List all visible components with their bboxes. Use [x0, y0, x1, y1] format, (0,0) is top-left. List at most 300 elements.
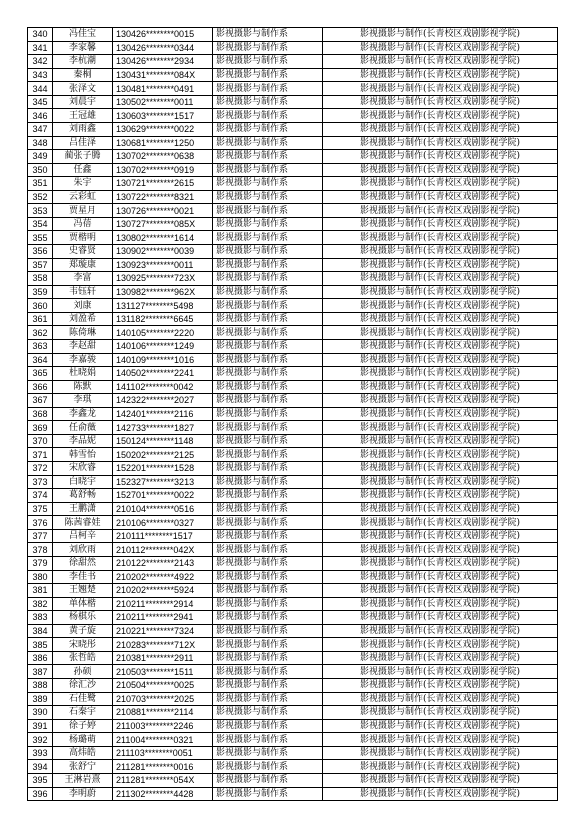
student-name-cell: 张哲皓: [53, 651, 113, 665]
id-number-cell: 210504********0025: [113, 679, 213, 693]
student-name-cell: 李家馨: [53, 41, 113, 55]
department-cell: 影视摄影与制作系: [213, 679, 323, 693]
row-number-cell: 355: [28, 231, 53, 245]
student-name-cell: 刘晨宇: [53, 95, 113, 109]
student-name-cell: 吕柯辛: [53, 529, 113, 543]
id-number-cell: 130727********085X: [113, 217, 213, 231]
major-college-cell: 影视摄影与制作(长青校区戏剧影视学院): [323, 638, 558, 652]
student-name-cell: 李杭潮: [53, 55, 113, 69]
id-number-cell: 210202********5924: [113, 584, 213, 598]
department-cell: 影视摄影与制作系: [213, 597, 323, 611]
id-number-cell: 210211********2941: [113, 611, 213, 625]
department-cell: 影视摄影与制作系: [213, 299, 323, 313]
student-name-cell: 李品妮: [53, 434, 113, 448]
row-number-cell: 377: [28, 529, 53, 543]
id-number-cell: 140502********2241: [113, 367, 213, 381]
department-cell: 影视摄影与制作系: [213, 163, 323, 177]
student-name-cell: 郑璇康: [53, 258, 113, 272]
major-college-cell: 影视摄影与制作(长青校区戏剧影视学院): [323, 462, 558, 476]
id-number-cell: 210122********2143: [113, 556, 213, 570]
row-number-cell: 369: [28, 421, 53, 435]
id-number-cell: 152201********1528: [113, 462, 213, 476]
major-college-cell: 影视摄影与制作(长青校区戏剧影视学院): [323, 204, 558, 218]
major-college-cell: 影视摄影与制作(长青校区戏剧影视学院): [323, 624, 558, 638]
student-name-cell: 李佳书: [53, 570, 113, 584]
student-name-cell: 张舒宁: [53, 760, 113, 774]
department-cell: 影视摄影与制作系: [213, 611, 323, 625]
table-row: [28, 516, 558, 530]
row-number-cell: 381: [28, 584, 53, 598]
table-row: [28, 448, 558, 462]
major-college-cell: 影视摄影与制作(长青校区戏剧影视学院): [323, 217, 558, 231]
major-college-cell: 影视摄影与制作(长青校区戏剧影视学院): [323, 421, 558, 435]
id-number-cell: 130982********962X: [113, 285, 213, 299]
student-name-cell: 刘盈希: [53, 312, 113, 326]
major-college-cell: 影视摄影与制作(长青校区戏剧影视学院): [323, 651, 558, 665]
row-number-cell: 393: [28, 746, 53, 760]
major-college-cell: 影视摄影与制作(长青校区戏剧影视学院): [323, 136, 558, 150]
department-cell: 影视摄影与制作系: [213, 624, 323, 638]
table-row: [28, 394, 558, 408]
id-number-cell: 131127********5498: [113, 299, 213, 313]
major-college-cell: 影视摄影与制作(长青校区戏剧影视学院): [323, 706, 558, 720]
student-name-cell: 王鹏潇: [53, 502, 113, 516]
row-number-cell: 379: [28, 556, 53, 570]
id-number-cell: 211003********2246: [113, 719, 213, 733]
table-row: [28, 353, 558, 367]
table-row: [28, 204, 558, 218]
department-cell: 影视摄影与制作系: [213, 516, 323, 530]
major-college-cell: 影视摄影与制作(长青校区戏剧影视学院): [323, 692, 558, 706]
major-college-cell: 影视摄影与制作(长青校区戏剧影视学院): [323, 475, 558, 489]
student-name-cell: 黄子旋: [53, 624, 113, 638]
row-number-cell: 375: [28, 502, 53, 516]
department-cell: 影视摄影与制作系: [213, 543, 323, 557]
table-row: [28, 556, 558, 570]
table-row: [28, 190, 558, 204]
id-number-cell: 210503********1511: [113, 665, 213, 679]
id-number-cell: 130702********0919: [113, 163, 213, 177]
student-name-cell: 刘雨鑫: [53, 122, 113, 136]
id-number-cell: 130502********0011: [113, 95, 213, 109]
table-row: [28, 163, 558, 177]
table-row: [28, 82, 558, 96]
student-name-cell: 李嘉骏: [53, 353, 113, 367]
row-number-cell: 358: [28, 272, 53, 286]
department-cell: 影视摄影与制作系: [213, 489, 323, 503]
table-row: [28, 299, 558, 313]
major-college-cell: 影视摄影与制作(长青校区戏剧影视学院): [323, 68, 558, 82]
major-college-cell: 影视摄影与制作(长青校区戏剧影视学院): [323, 584, 558, 598]
table-row: [28, 380, 558, 394]
table-row: [28, 746, 558, 760]
student-name-cell: 宋晓彤: [53, 638, 113, 652]
row-number-cell: 373: [28, 475, 53, 489]
student-name-cell: 李鑫龙: [53, 407, 113, 421]
department-cell: 影视摄影与制作系: [213, 339, 323, 353]
student-name-cell: 孙硕: [53, 665, 113, 679]
table-row: [28, 339, 558, 353]
student-name-cell: 李琪: [53, 394, 113, 408]
table-row: [28, 475, 558, 489]
department-cell: 影视摄影与制作系: [213, 529, 323, 543]
row-number-cell: 352: [28, 190, 53, 204]
department-cell: 影视摄影与制作系: [213, 407, 323, 421]
student-name-cell: 张泽文: [53, 82, 113, 96]
student-name-cell: 韦钰轩: [53, 285, 113, 299]
row-number-cell: 362: [28, 326, 53, 340]
student-name-cell: 冯蓓: [53, 217, 113, 231]
student-name-cell: 杨棋乐: [53, 611, 113, 625]
department-cell: 影视摄影与制作系: [213, 95, 323, 109]
major-college-cell: 影视摄影与制作(长青校区戏剧影视学院): [323, 272, 558, 286]
row-number-cell: 371: [28, 448, 53, 462]
major-college-cell: 影视摄影与制作(长青校区戏剧影视学院): [323, 773, 558, 787]
row-number-cell: 391: [28, 719, 53, 733]
student-name-cell: 贾星月: [53, 204, 113, 218]
major-college-cell: 影视摄影与制作(长青校区戏剧影视学院): [323, 679, 558, 693]
row-number-cell: 389: [28, 692, 53, 706]
id-number-cell: 130629********0022: [113, 122, 213, 136]
student-name-cell: 陈茜睿娃: [53, 516, 113, 530]
major-college-cell: 影视摄影与制作(长青校区戏剧影视学院): [323, 55, 558, 69]
department-cell: 影视摄影与制作系: [213, 719, 323, 733]
department-cell: 影视摄影与制作系: [213, 462, 323, 476]
table-row: [28, 326, 558, 340]
table-row: [28, 638, 558, 652]
id-number-cell: 141102********0042: [113, 380, 213, 394]
row-number-cell: 395: [28, 773, 53, 787]
row-number-cell: 350: [28, 163, 53, 177]
id-number-cell: 210381********2911: [113, 651, 213, 665]
major-college-cell: 影视摄影与制作(长青校区戏剧影视学院): [323, 611, 558, 625]
table-row: [28, 272, 558, 286]
student-name-cell: 云彩虹: [53, 190, 113, 204]
student-name-cell: 王淋岩熹: [53, 773, 113, 787]
student-name-cell: 秦桐: [53, 68, 113, 82]
table-row: [28, 733, 558, 747]
major-college-cell: 影视摄影与制作(长青校区戏剧影视学院): [323, 597, 558, 611]
department-cell: 影视摄影与制作系: [213, 231, 323, 245]
row-number-cell: 354: [28, 217, 53, 231]
major-college-cell: 影视摄影与制作(长青校区戏剧影视学院): [323, 190, 558, 204]
department-cell: 影视摄影与制作系: [213, 380, 323, 394]
id-number-cell: 140106********1249: [113, 339, 213, 353]
major-college-cell: 影视摄影与制作(长青校区戏剧影视学院): [323, 516, 558, 530]
department-cell: 影视摄影与制作系: [213, 272, 323, 286]
table-row: [28, 122, 558, 136]
table-row: [28, 462, 558, 476]
major-college-cell: 影视摄影与制作(长青校区戏剧影视学院): [323, 339, 558, 353]
major-college-cell: 影视摄影与制作(长青校区戏剧影视学院): [323, 434, 558, 448]
major-college-cell: 影视摄影与制作(长青校区戏剧影视学院): [323, 28, 558, 42]
department-cell: 影视摄影与制作系: [213, 217, 323, 231]
id-number-cell: 130426********0015: [113, 28, 213, 42]
table-row: [28, 41, 558, 55]
table-row: [28, 624, 558, 638]
major-college-cell: 影视摄影与制作(长青校区戏剧影视学院): [323, 380, 558, 394]
department-cell: 影视摄影与制作系: [213, 190, 323, 204]
major-college-cell: 影视摄影与制作(长青校区戏剧影视学院): [323, 285, 558, 299]
row-number-cell: 380: [28, 570, 53, 584]
department-cell: 影视摄影与制作系: [213, 204, 323, 218]
id-number-cell: 210881********2114: [113, 706, 213, 720]
row-number-cell: 357: [28, 258, 53, 272]
table-row: [28, 502, 558, 516]
student-name-cell: 陈默: [53, 380, 113, 394]
table-row: [28, 773, 558, 787]
major-college-cell: 影视摄影与制作(长青校区戏剧影视学院): [323, 122, 558, 136]
student-name-cell: 宋欣睿: [53, 462, 113, 476]
major-college-cell: 影视摄影与制作(长青校区戏剧影视学院): [323, 556, 558, 570]
row-number-cell: 346: [28, 109, 53, 123]
row-number-cell: 364: [28, 353, 53, 367]
table-row: [28, 611, 558, 625]
major-college-cell: 影视摄影与制作(长青校区戏剧影视学院): [323, 543, 558, 557]
id-number-cell: 140109********1016: [113, 353, 213, 367]
student-name-cell: 任鑫: [53, 163, 113, 177]
student-name-cell: 冯佳宝: [53, 28, 113, 42]
row-number-cell: 345: [28, 95, 53, 109]
student-name-cell: 韩雪怡: [53, 448, 113, 462]
department-cell: 影视摄影与制作系: [213, 394, 323, 408]
department-cell: 影视摄影与制作系: [213, 258, 323, 272]
table-row: [28, 407, 558, 421]
major-college-cell: 影视摄影与制作(长青校区戏剧影视学院): [323, 177, 558, 191]
student-name-cell: 白晓宇: [53, 475, 113, 489]
table-row: [28, 543, 558, 557]
table-row: [28, 217, 558, 231]
department-cell: 影视摄影与制作系: [213, 109, 323, 123]
department-cell: 影视摄影与制作系: [213, 448, 323, 462]
table-row: [28, 28, 558, 42]
department-cell: 影视摄影与制作系: [213, 353, 323, 367]
row-number-cell: 384: [28, 624, 53, 638]
row-number-cell: 360: [28, 299, 53, 313]
department-cell: 影视摄影与制作系: [213, 638, 323, 652]
table-row: [28, 150, 558, 164]
department-cell: 影视摄影与制作系: [213, 692, 323, 706]
table-row: [28, 692, 558, 706]
department-cell: 影视摄影与制作系: [213, 651, 323, 665]
major-college-cell: 影视摄影与制作(长青校区戏剧影视学院): [323, 326, 558, 340]
department-cell: 影视摄影与制作系: [213, 584, 323, 598]
id-number-cell: 150124********1148: [113, 434, 213, 448]
table-row: [28, 367, 558, 381]
department-cell: 影视摄影与制作系: [213, 122, 323, 136]
department-cell: 影视摄影与制作系: [213, 760, 323, 774]
department-cell: 影视摄影与制作系: [213, 733, 323, 747]
department-cell: 影视摄影与制作系: [213, 746, 323, 760]
table-row: [28, 312, 558, 326]
row-number-cell: 378: [28, 543, 53, 557]
table-row: [28, 719, 558, 733]
major-college-cell: 影视摄影与制作(长青校区戏剧影视学院): [323, 163, 558, 177]
row-number-cell: 349: [28, 150, 53, 164]
department-cell: 影视摄影与制作系: [213, 150, 323, 164]
major-college-cell: 影视摄影与制作(长青校区戏剧影视学院): [323, 258, 558, 272]
table-row: [28, 136, 558, 150]
student-name-cell: 徐甜然: [53, 556, 113, 570]
row-number-cell: 348: [28, 136, 53, 150]
student-name-cell: 石秦宇: [53, 706, 113, 720]
student-name-cell: 高炜皓: [53, 746, 113, 760]
id-number-cell: 130923********0011: [113, 258, 213, 272]
student-name-cell: 葛舒畅: [53, 489, 113, 503]
id-number-cell: 130722********8321: [113, 190, 213, 204]
department-cell: 影视摄影与制作系: [213, 706, 323, 720]
table-row: [28, 109, 558, 123]
row-number-cell: 394: [28, 760, 53, 774]
id-number-cell: 142322********2027: [113, 394, 213, 408]
major-college-cell: 影视摄影与制作(长青校区戏剧影视学院): [323, 41, 558, 55]
student-name-cell: 杜晓娟: [53, 367, 113, 381]
row-number-cell: 366: [28, 380, 53, 394]
row-number-cell: 342: [28, 55, 53, 69]
row-number-cell: 341: [28, 41, 53, 55]
table-row: [28, 529, 558, 543]
row-number-cell: 370: [28, 434, 53, 448]
id-number-cell: 130481********0491: [113, 82, 213, 96]
id-number-cell: 130426********2934: [113, 55, 213, 69]
table-row: [28, 584, 558, 598]
department-cell: 影视摄影与制作系: [213, 556, 323, 570]
id-number-cell: 211302********4428: [113, 787, 213, 801]
row-number-cell: 372: [28, 462, 53, 476]
student-name-cell: 王翘楚: [53, 584, 113, 598]
major-college-cell: 影视摄影与制作(长青校区戏剧影视学院): [323, 299, 558, 313]
table-row: [28, 421, 558, 435]
major-college-cell: 影视摄影与制作(长青校区戏剧影视学院): [323, 489, 558, 503]
department-cell: 影视摄影与制作系: [213, 773, 323, 787]
major-college-cell: 影视摄影与制作(长青校区戏剧影视学院): [323, 529, 558, 543]
id-number-cell: 130726********0021: [113, 204, 213, 218]
admission-list-table: [27, 27, 558, 801]
id-number-cell: 131182********6645: [113, 312, 213, 326]
row-number-cell: 363: [28, 339, 53, 353]
major-college-cell: 影视摄影与制作(长青校区戏剧影视学院): [323, 367, 558, 381]
student-name-cell: 陈倚琳: [53, 326, 113, 340]
student-name-cell: 石佳鹭: [53, 692, 113, 706]
student-name-cell: 刘欣雨: [53, 543, 113, 557]
row-number-cell: 344: [28, 82, 53, 96]
id-number-cell: 130925********723X: [113, 272, 213, 286]
table-row: [28, 706, 558, 720]
major-college-cell: 影视摄影与制作(长青校区戏剧影视学院): [323, 719, 558, 733]
id-number-cell: 130603********1517: [113, 109, 213, 123]
student-name-cell: 徐子婷: [53, 719, 113, 733]
table-row: [28, 651, 558, 665]
table-row: [28, 570, 558, 584]
table-body: [28, 28, 558, 801]
row-number-cell: 361: [28, 312, 53, 326]
major-college-cell: 影视摄影与制作(长青校区戏剧影视学院): [323, 733, 558, 747]
table-row: [28, 177, 558, 191]
student-name-cell: 刘康: [53, 299, 113, 313]
table-row: [28, 285, 558, 299]
major-college-cell: 影视摄影与制作(长青校区戏剧影视学院): [323, 746, 558, 760]
id-number-cell: 210211********2914: [113, 597, 213, 611]
major-college-cell: 影视摄影与制作(长青校区戏剧影视学院): [323, 787, 558, 801]
row-number-cell: 374: [28, 489, 53, 503]
student-name-cell: 史睿贤: [53, 245, 113, 259]
row-number-cell: 376: [28, 516, 53, 530]
id-number-cell: 210106********0327: [113, 516, 213, 530]
major-college-cell: 影视摄影与制作(长青校区戏剧影视学院): [323, 109, 558, 123]
row-number-cell: 383: [28, 611, 53, 625]
student-name-cell: 单体楷: [53, 597, 113, 611]
id-number-cell: 152327********3213: [113, 475, 213, 489]
row-number-cell: 367: [28, 394, 53, 408]
department-cell: 影视摄影与制作系: [213, 326, 323, 340]
table-row: [28, 679, 558, 693]
major-college-cell: 影视摄影与制作(长青校区戏剧影视学院): [323, 312, 558, 326]
student-name-cell: 王冠雄: [53, 109, 113, 123]
row-number-cell: 340: [28, 28, 53, 42]
row-number-cell: 353: [28, 204, 53, 218]
row-number-cell: 359: [28, 285, 53, 299]
major-college-cell: 影视摄影与制作(长青校区戏剧影视学院): [323, 448, 558, 462]
major-college-cell: 影视摄影与制作(长青校区戏剧影视学院): [323, 502, 558, 516]
student-name-cell: 贾楷明: [53, 231, 113, 245]
id-number-cell: 211004********0321: [113, 733, 213, 747]
row-number-cell: 388: [28, 679, 53, 693]
major-college-cell: 影视摄影与制作(长青校区戏剧影视学院): [323, 394, 558, 408]
row-number-cell: 392: [28, 733, 53, 747]
row-number-cell: 356: [28, 245, 53, 259]
major-college-cell: 影视摄影与制作(长青校区戏剧影视学院): [323, 231, 558, 245]
id-number-cell: 211281********054X: [113, 773, 213, 787]
table-row: [28, 245, 558, 259]
id-number-cell: 130426********0344: [113, 41, 213, 55]
major-college-cell: 影视摄影与制作(长青校区戏剧影视学院): [323, 245, 558, 259]
id-number-cell: 130802********1614: [113, 231, 213, 245]
department-cell: 影视摄影与制作系: [213, 41, 323, 55]
major-college-cell: 影视摄影与制作(长青校区戏剧影视学院): [323, 95, 558, 109]
row-number-cell: 347: [28, 122, 53, 136]
department-cell: 影视摄影与制作系: [213, 68, 323, 82]
major-college-cell: 影视摄影与制作(长青校区戏剧影视学院): [323, 760, 558, 774]
id-number-cell: 150202********2125: [113, 448, 213, 462]
id-number-cell: 130702********0638: [113, 150, 213, 164]
table-row: [28, 258, 558, 272]
table-row: [28, 231, 558, 245]
student-name-cell: 任俞薇: [53, 421, 113, 435]
student-name-cell: 李赵甜: [53, 339, 113, 353]
row-number-cell: 390: [28, 706, 53, 720]
student-name-cell: 杨璐萌: [53, 733, 113, 747]
id-number-cell: 130902********0039: [113, 245, 213, 259]
id-number-cell: 152701********0022: [113, 489, 213, 503]
department-cell: 影视摄影与制作系: [213, 245, 323, 259]
department-cell: 影视摄影与制作系: [213, 665, 323, 679]
department-cell: 影视摄影与制作系: [213, 570, 323, 584]
id-number-cell: 210111********1517: [113, 529, 213, 543]
table-row: [28, 95, 558, 109]
row-number-cell: 382: [28, 597, 53, 611]
major-college-cell: 影视摄影与制作(长青校区戏剧影视学院): [323, 82, 558, 96]
student-name-cell: 朱宇: [53, 177, 113, 191]
table-row: [28, 597, 558, 611]
id-number-cell: 130431********084X: [113, 68, 213, 82]
table-row: [28, 55, 558, 69]
major-college-cell: 影视摄影与制作(长青校区戏剧影视学院): [323, 570, 558, 584]
department-cell: 影视摄影与制作系: [213, 285, 323, 299]
table-row: [28, 434, 558, 448]
major-college-cell: 影视摄影与制作(长青校区戏剧影视学院): [323, 665, 558, 679]
id-number-cell: 130721********2615: [113, 177, 213, 191]
id-number-cell: 210112********042X: [113, 543, 213, 557]
